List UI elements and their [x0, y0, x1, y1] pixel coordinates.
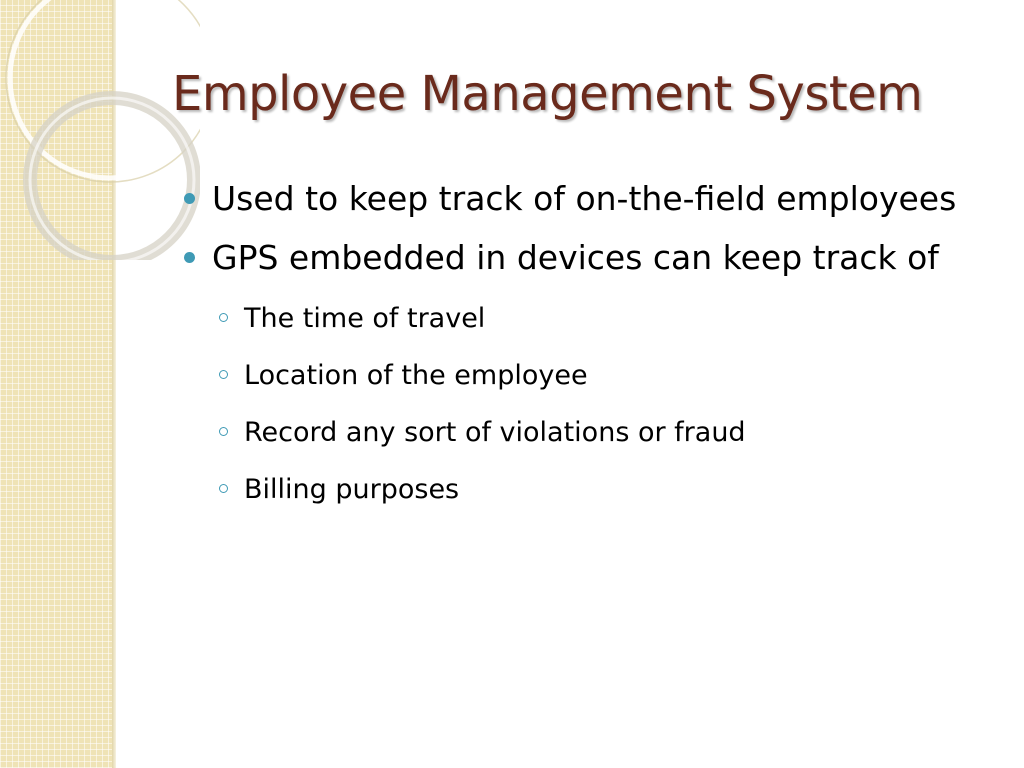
sub-bullet-ring-icon	[219, 370, 228, 379]
bullet-list	[184, 172, 984, 518]
sub-bullet-text: Location of the employee	[244, 360, 588, 391]
sub-bullet-item	[184, 290, 984, 347]
bullet-dot-icon	[184, 193, 195, 204]
slide-title: Employee Management System	[172, 66, 923, 122]
bullet-item	[184, 172, 984, 225]
sub-bullet-item	[184, 461, 984, 518]
sub-bullet-ring-icon	[219, 484, 228, 493]
sub-bullet-list	[184, 290, 984, 518]
sub-bullet-item	[184, 404, 984, 461]
bullet-text: Used to keep track of on-the-field employees	[212, 179, 957, 218]
sub-bullet-ring-icon	[219, 427, 228, 436]
bullet-dot-icon	[184, 252, 195, 263]
sub-bullet-ring-icon	[219, 313, 228, 322]
sub-bullet-text: Billing purposes	[244, 474, 460, 505]
sub-bullet-item	[184, 347, 984, 404]
decorative-circles	[0, 0, 200, 260]
bullet-item	[184, 231, 984, 284]
sub-bullet-text: The time of travel	[244, 303, 486, 334]
bullet-text: GPS embedded in devices can keep track of	[212, 238, 939, 277]
sub-bullet-text: Record any sort of violations or fraud	[244, 417, 746, 448]
